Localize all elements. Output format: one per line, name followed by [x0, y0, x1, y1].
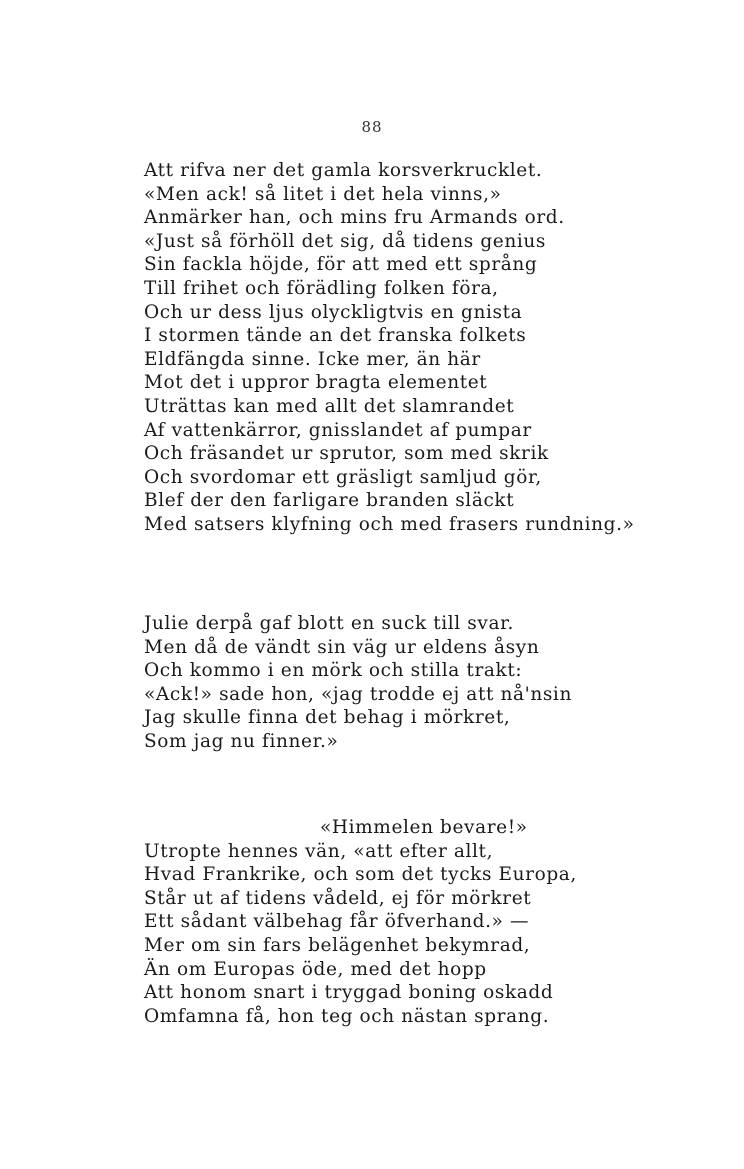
stanza — [144, 816, 704, 1028]
verse-line: Med satsers klyfning och med frasers rundning.» — [144, 513, 635, 535]
verse-line: Utropte hennes vän, «att efter allt, — [144, 840, 494, 862]
verse-line: Blef der den farligare branden släckt — [144, 490, 515, 512]
verse-line: Eldfängda sinne. Icke mer, än här — [144, 348, 481, 370]
verse-line: Och ur dess ljus olyckligtvis en gnista — [144, 301, 523, 323]
verse-line: Ett sådant välbehag får öfverhand.» — — [144, 911, 530, 933]
verse-line: Men då de vändt sin väg ur eldens åsyn — [144, 636, 540, 658]
verse-line: Att rifva ner det gamla korsverkrucklet. — [144, 160, 543, 181]
verse-line: Än om Europas öde, med det hopp — [144, 958, 487, 980]
verse-line: Uträttas kan med allt det slamrandet — [144, 395, 515, 417]
verse-line: Omfamna få, hon teg och nästan sprang. — [144, 1005, 550, 1027]
verse-line: Att honom snart i tryggad boning oskadd — [144, 982, 554, 1004]
verse-line: Anmärker han, och mins fru Armands ord. — [144, 207, 565, 229]
verse-line: Mer om sin fars belägenhet bekymrad, — [144, 934, 531, 956]
verse-line: Mot det i uppror bragta elementet — [144, 372, 488, 394]
verse-line: Sin fackla höjde, för att med ett språng — [144, 254, 538, 276]
verse-line: Till frihet och förädling folken föra, — [144, 277, 499, 299]
verse-line: Jag skulle finna det behag i mörkret, — [144, 707, 511, 729]
verse-line: Står ut af tidens vådeld, ej för mörkret — [144, 887, 532, 909]
verse-line: I stormen tände an det franska folkets — [144, 325, 527, 347]
verse-line: «Himmelen bevare!» — [320, 817, 528, 838]
verse-line: «Just så förhöll det sig, då tidens genius — [144, 230, 546, 252]
verse-line: «Ack!» sade hon, «jag trodde ej att nå'nsin — [144, 683, 572, 705]
stanza — [144, 612, 704, 754]
verse-line: Och fräsandet ur sprutor, som med skrik — [144, 443, 549, 465]
verse-line: Hvad Frankrike, och som det tycks Europa, — [144, 864, 577, 886]
verse-line: Af vattenkärror, gnisslandet af pumpar — [144, 419, 532, 441]
verse-line: Julie derpå gaf blott en suck till svar. — [144, 613, 514, 634]
page-number: 88 — [361, 118, 383, 136]
verse-line: Och svordomar ett gräsligt samljud gör, — [144, 466, 542, 488]
verse-line: Som jag nu finner.» — [144, 730, 339, 752]
verse-line: «Men ack! så litet i det hela vinns,» — [144, 183, 502, 205]
verse-line: Och kommo i en mörk och stilla trakt: — [144, 660, 523, 682]
stanza — [144, 159, 704, 537]
